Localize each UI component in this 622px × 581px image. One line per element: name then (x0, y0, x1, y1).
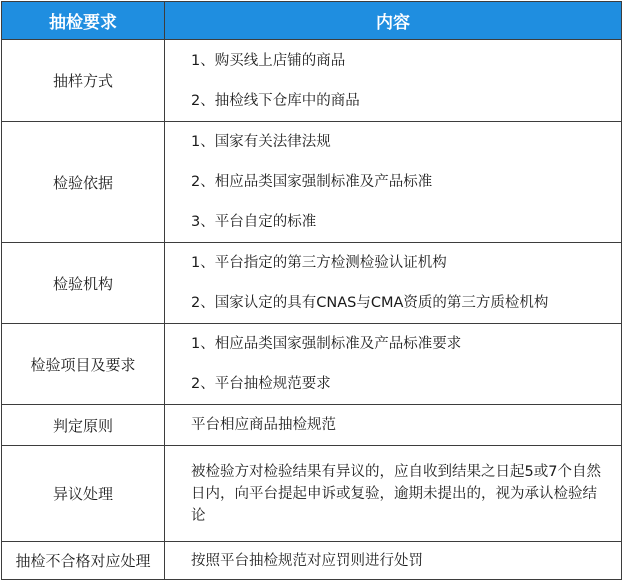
content-item: 按照平台抽检规范对应罚则进行处罚 (191, 552, 423, 569)
content-paragraph: 被检验方对检验结果有异议的，应自收到结果之日起5或7个自然日内，向平台提起申诉或复验，逾期未提出的，视为承认检验结论 (191, 463, 601, 524)
content-cell (165, 405, 622, 446)
table-row (2, 405, 622, 446)
table-row (2, 446, 622, 542)
requirement-cell: 检验项目及要求 (2, 324, 165, 405)
requirement-cell: 抽检不合格对应处理 (2, 542, 165, 580)
content-cell (165, 40, 622, 122)
header-content: 内容 (165, 2, 622, 40)
requirement-cell: 异议处理 (2, 446, 165, 542)
table-row (2, 243, 622, 324)
content-item: 3、平台自定的标准 (191, 214, 317, 230)
table-row (2, 122, 622, 243)
content-cell (165, 324, 622, 405)
content-item: 2、平台抽检规范要求 (191, 376, 331, 392)
table-header-row (2, 2, 622, 40)
table-row (2, 324, 622, 405)
content-item: 2、相应品类国家强制标准及产品标准 (191, 174, 433, 190)
header-requirement: 抽检要求 (2, 2, 165, 40)
requirement-cell: 判定原则 (2, 405, 165, 446)
inspection-requirements-table (1, 1, 622, 580)
content-cell (165, 122, 622, 243)
content-cell (165, 243, 622, 324)
requirement-cell: 检验机构 (2, 243, 165, 324)
table-row (2, 40, 622, 122)
content-item: 1、相应品类国家强制标准及产品标准要求 (191, 336, 462, 352)
requirement-cell: 抽样方式 (2, 40, 165, 122)
table-row (2, 542, 622, 580)
content-item: 2、抽检线下仓库中的商品 (191, 92, 360, 109)
content-cell (165, 542, 622, 580)
content-item: 2、国家认定的具有CNAS与CMA资质的第三方质检机构 (191, 295, 549, 311)
content-cell (165, 446, 622, 542)
content-item: 1、国家有关法律法规 (191, 134, 331, 150)
content-item: 平台相应商品抽检规范 (191, 417, 336, 433)
requirement-cell: 检验依据 (2, 122, 165, 243)
content-item: 1、购买线上店铺的商品 (191, 52, 346, 69)
content-item: 1、平台指定的第三方检测检验认证机构 (191, 255, 447, 271)
